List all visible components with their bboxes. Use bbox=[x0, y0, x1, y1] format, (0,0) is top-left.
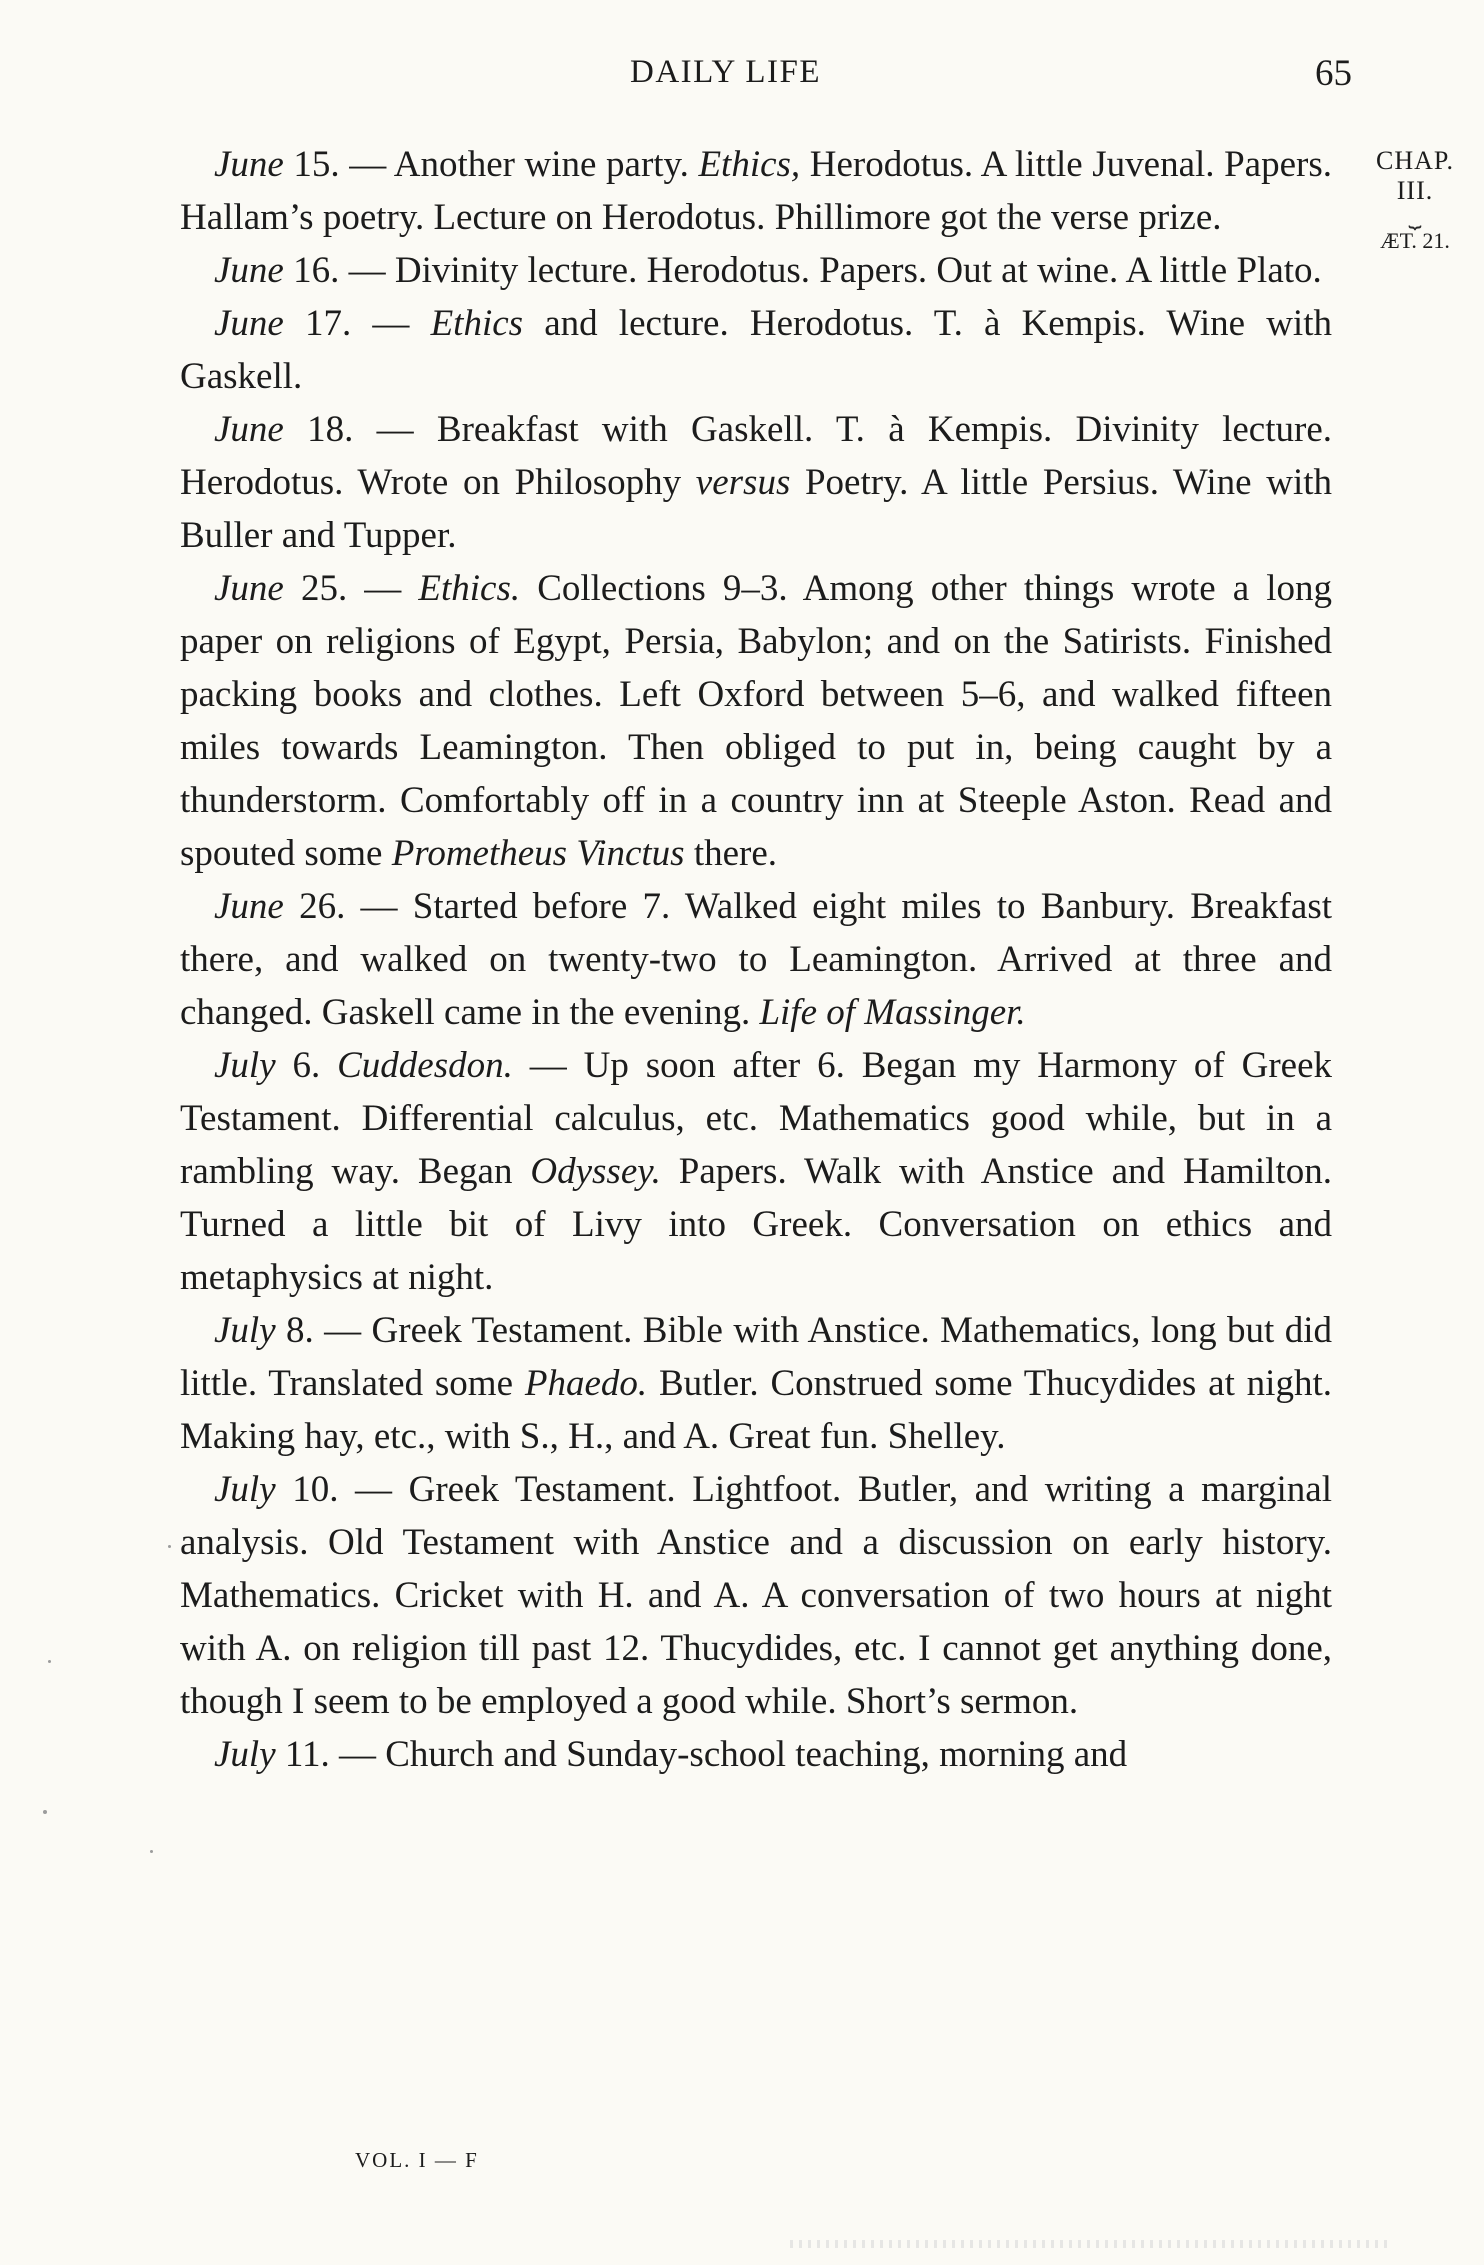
entry-text: Collections 9–3. Among other things wrote a long paper on religions of Egypt, Persia, Babylon; and on the Satirists. Finished packing books and clothes. Left Oxford between 5–6, and walked fifteen miles towards Leamington. Then obliged to put in, being caught by a thunderstorm. Comfortably off in a country inn at Steeple Aston. Read and spouted some bbox=[180, 568, 1332, 874]
entry-date: June bbox=[214, 303, 284, 344]
italic-text: Cuddesdon. bbox=[337, 1045, 513, 1086]
entry-text: 26. — Started before 7. Walked eight miles to Banbury. Breakfast there, and walked on twenty-two to Leamington. Arrived at three and changed. Gaskell came in the evening. bbox=[180, 886, 1332, 1033]
entry-text: 6. bbox=[275, 1045, 338, 1086]
entry-text: 16. — Divinity lecture. Herodotus. Papers. Out at wine. A little Plato. bbox=[283, 250, 1322, 291]
diary-entry bbox=[180, 1039, 1332, 1304]
italic-text: Life of Massinger. bbox=[759, 992, 1026, 1033]
page-number: 65 bbox=[1315, 53, 1352, 94]
chapter-number: III. bbox=[1396, 176, 1434, 205]
entry-date: July bbox=[214, 1310, 276, 1351]
entry-text: 15. — Another wine party. bbox=[283, 144, 699, 185]
entry-text: Herodotus. A little Juvenal. Papers. Hallam’s poetry. Lecture on Herodotus. Phillimore got the verse prize. bbox=[180, 144, 1332, 238]
diary-entry bbox=[180, 1304, 1332, 1463]
entry-date: June bbox=[214, 144, 284, 185]
italic-text: Prometheus Vinctus bbox=[391, 833, 685, 874]
entry-date: June bbox=[214, 409, 284, 450]
scan-speck bbox=[168, 1545, 171, 1548]
italic-text: Phaedo. bbox=[524, 1363, 648, 1404]
entry-text: and lecture. Herodotus. T. à Kempis. Wine with Gaskell. bbox=[180, 303, 1332, 397]
diary-entry bbox=[180, 403, 1332, 562]
entry-text: 8. — Greek Testament. Bible with Anstice. Mathematics, long but did little. Translated some bbox=[180, 1310, 1332, 1404]
italic-text: Ethics, bbox=[698, 144, 801, 185]
scan-noise bbox=[790, 2240, 1390, 2248]
italic-text: Ethics bbox=[430, 303, 524, 344]
diary-text bbox=[180, 138, 1332, 1781]
diary-entry bbox=[180, 562, 1332, 880]
diary-entry bbox=[180, 138, 1332, 244]
diary-entry bbox=[180, 244, 1332, 297]
entry-text: there. bbox=[684, 833, 778, 874]
entry-text: Papers. Walk with Anstice and Hamilton. Turned a little bit of Livy into Greek. Conversation on ethics and metaphysics at night. bbox=[180, 1151, 1332, 1298]
entry-date: June bbox=[214, 568, 284, 609]
brace-icon: ⏟ bbox=[1408, 203, 1422, 228]
entry-text: 10. — Greek Testament. Lightfoot. Butler, and writing a marginal analysis. Old Testament with Anstice and a discussion on early history. Mathematics. Cricket with H. and A. A conversation of two hours at night with A. on religion till past 12. Thucydides, etc. I cannot get anything done, though I seem to be employed a good while. Short’s sermon. bbox=[180, 1469, 1332, 1722]
entry-text: — Up soon after 6. Began my Harmony of Greek Testament. Differential calculus, etc. Mathematics good while, but in a rambling way. Began bbox=[180, 1045, 1333, 1192]
scan-speck bbox=[150, 1850, 153, 1853]
running-title: DAILY LIFE bbox=[630, 54, 822, 90]
signature-mark: VOL. I — F bbox=[355, 2148, 479, 2172]
diary-entry bbox=[180, 1463, 1332, 1728]
entry-date: July bbox=[214, 1045, 276, 1086]
running-head bbox=[180, 53, 1352, 106]
entry-text: 18. — Breakfast with Gaskell. T. à Kempis. Divinity lecture. Herodotus. Wrote on Philosophy bbox=[180, 409, 1332, 503]
diary-entry bbox=[180, 297, 1332, 403]
scan-speck bbox=[43, 1810, 47, 1814]
italic-text: Ethics. bbox=[418, 568, 521, 609]
italic-text: Odyssey. bbox=[530, 1151, 661, 1192]
entry-text: 17. — bbox=[283, 303, 431, 344]
entry-text: Butler. Construed some Thucydides at night. Making hay, etc., with S., H., and A. Great fun. Shelley. bbox=[180, 1363, 1332, 1457]
margin-note bbox=[1360, 146, 1470, 256]
entry-date: July bbox=[214, 1469, 276, 1510]
diary-entry bbox=[180, 1728, 1332, 1781]
diary-entry bbox=[180, 880, 1332, 1039]
entry-date: June bbox=[214, 250, 284, 291]
entry-text: Poetry. A little Persius. Wine with Buller and Tupper. bbox=[180, 462, 1332, 556]
chapter-label: CHAP. bbox=[1376, 146, 1454, 175]
entry-date: June bbox=[214, 886, 284, 927]
entry-text: 25. — bbox=[283, 568, 419, 609]
entry-date: July bbox=[214, 1734, 276, 1775]
age-note: ÆT. 21. bbox=[1380, 228, 1450, 253]
scan-speck bbox=[48, 1660, 51, 1663]
entry-text: 11. — Church and Sunday-school teaching, morning and bbox=[275, 1734, 1128, 1775]
italic-text: versus bbox=[695, 462, 791, 503]
